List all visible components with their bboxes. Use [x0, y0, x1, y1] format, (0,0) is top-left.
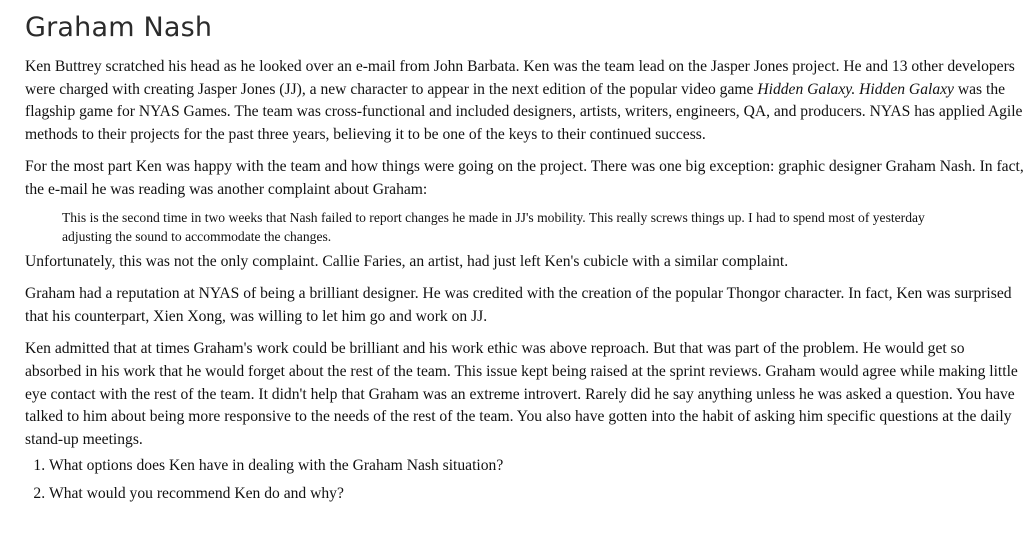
email-quote: This is the second time in two weeks that Nash failed to report changes he made in JJ's mobility. This really screws things up. I had to spend most of yesterday adjusting the sound to accommodate the changes.	[62, 209, 925, 245]
paragraph-intro	[25, 56, 1024, 146]
paragraph-second-complaint: Unfortunately, this was not the only complaint. Callie Faries, an artist, had just left Ken's cubicle with a similar complaint.	[25, 252, 789, 270]
question-list	[25, 452, 1024, 508]
document-page	[25, 0, 1024, 508]
paragraph-reputation: Graham had a reputation at NYAS of being a brilliant designer. He was credited with the creation of the popular Thongor character. In fact, Ken was surprised that his counterpart, Xien Xong, was willing to let him go and work on JJ.	[25, 285, 1012, 325]
game-title-italic-1: Hidden Galaxy.	[757, 80, 856, 98]
paragraph-complaint-intro: For the most part Ken was happy with the team and how things were going on the project. There was one big exception: graphic designer Graham Nash. In fact, the e-mail he was reading was another complaint about Graham:	[25, 158, 1024, 198]
paragraph-problem: Ken admitted that at times Graham's work could be brilliant and his work ethic was above reproach. But that was part of the problem. He would get so absorbed in his work that he would forget about the rest of the team. This issue kept being raised at the sprint reviews. Graham would agree while making little eye contact with the rest of the team. It didn't help that Graham was an extreme introvert. Rarely did he say anything unless he was asked a question. You have talked to him about being more responsive to the needs of the rest of the team. You also have gotten into the habit of asking him specific questions at the daily stand-up meetings.	[25, 340, 1018, 448]
paragraph-intro-text-2: was the flagship game for NYAS Games. The team was cross-functional and included designers, artists, writers, engineers, QA, and producers. NYAS has applied Agile methods to their projects for the past three years, believing it to be one of the keys to their continued success.	[25, 80, 1023, 143]
question-item: 1. What options does Ken have in dealing with the Graham Nash situation?	[49, 452, 1024, 480]
question-item: 2. What would you recommend Ken do and why?	[49, 480, 1024, 508]
page-title: Graham Nash	[25, 12, 213, 43]
paragraph-intro-text-1: Ken Buttrey scratched his head as he looked over an e-mail from John Barbata. Ken was the team lead on the Jasper Jones project. He and 13 other developers were charged with creating Jasper Jones (JJ), a new character to appear in the next edition of the popular video game	[25, 58, 1015, 98]
game-title-italic-2: Hidden Galaxy	[859, 80, 954, 98]
